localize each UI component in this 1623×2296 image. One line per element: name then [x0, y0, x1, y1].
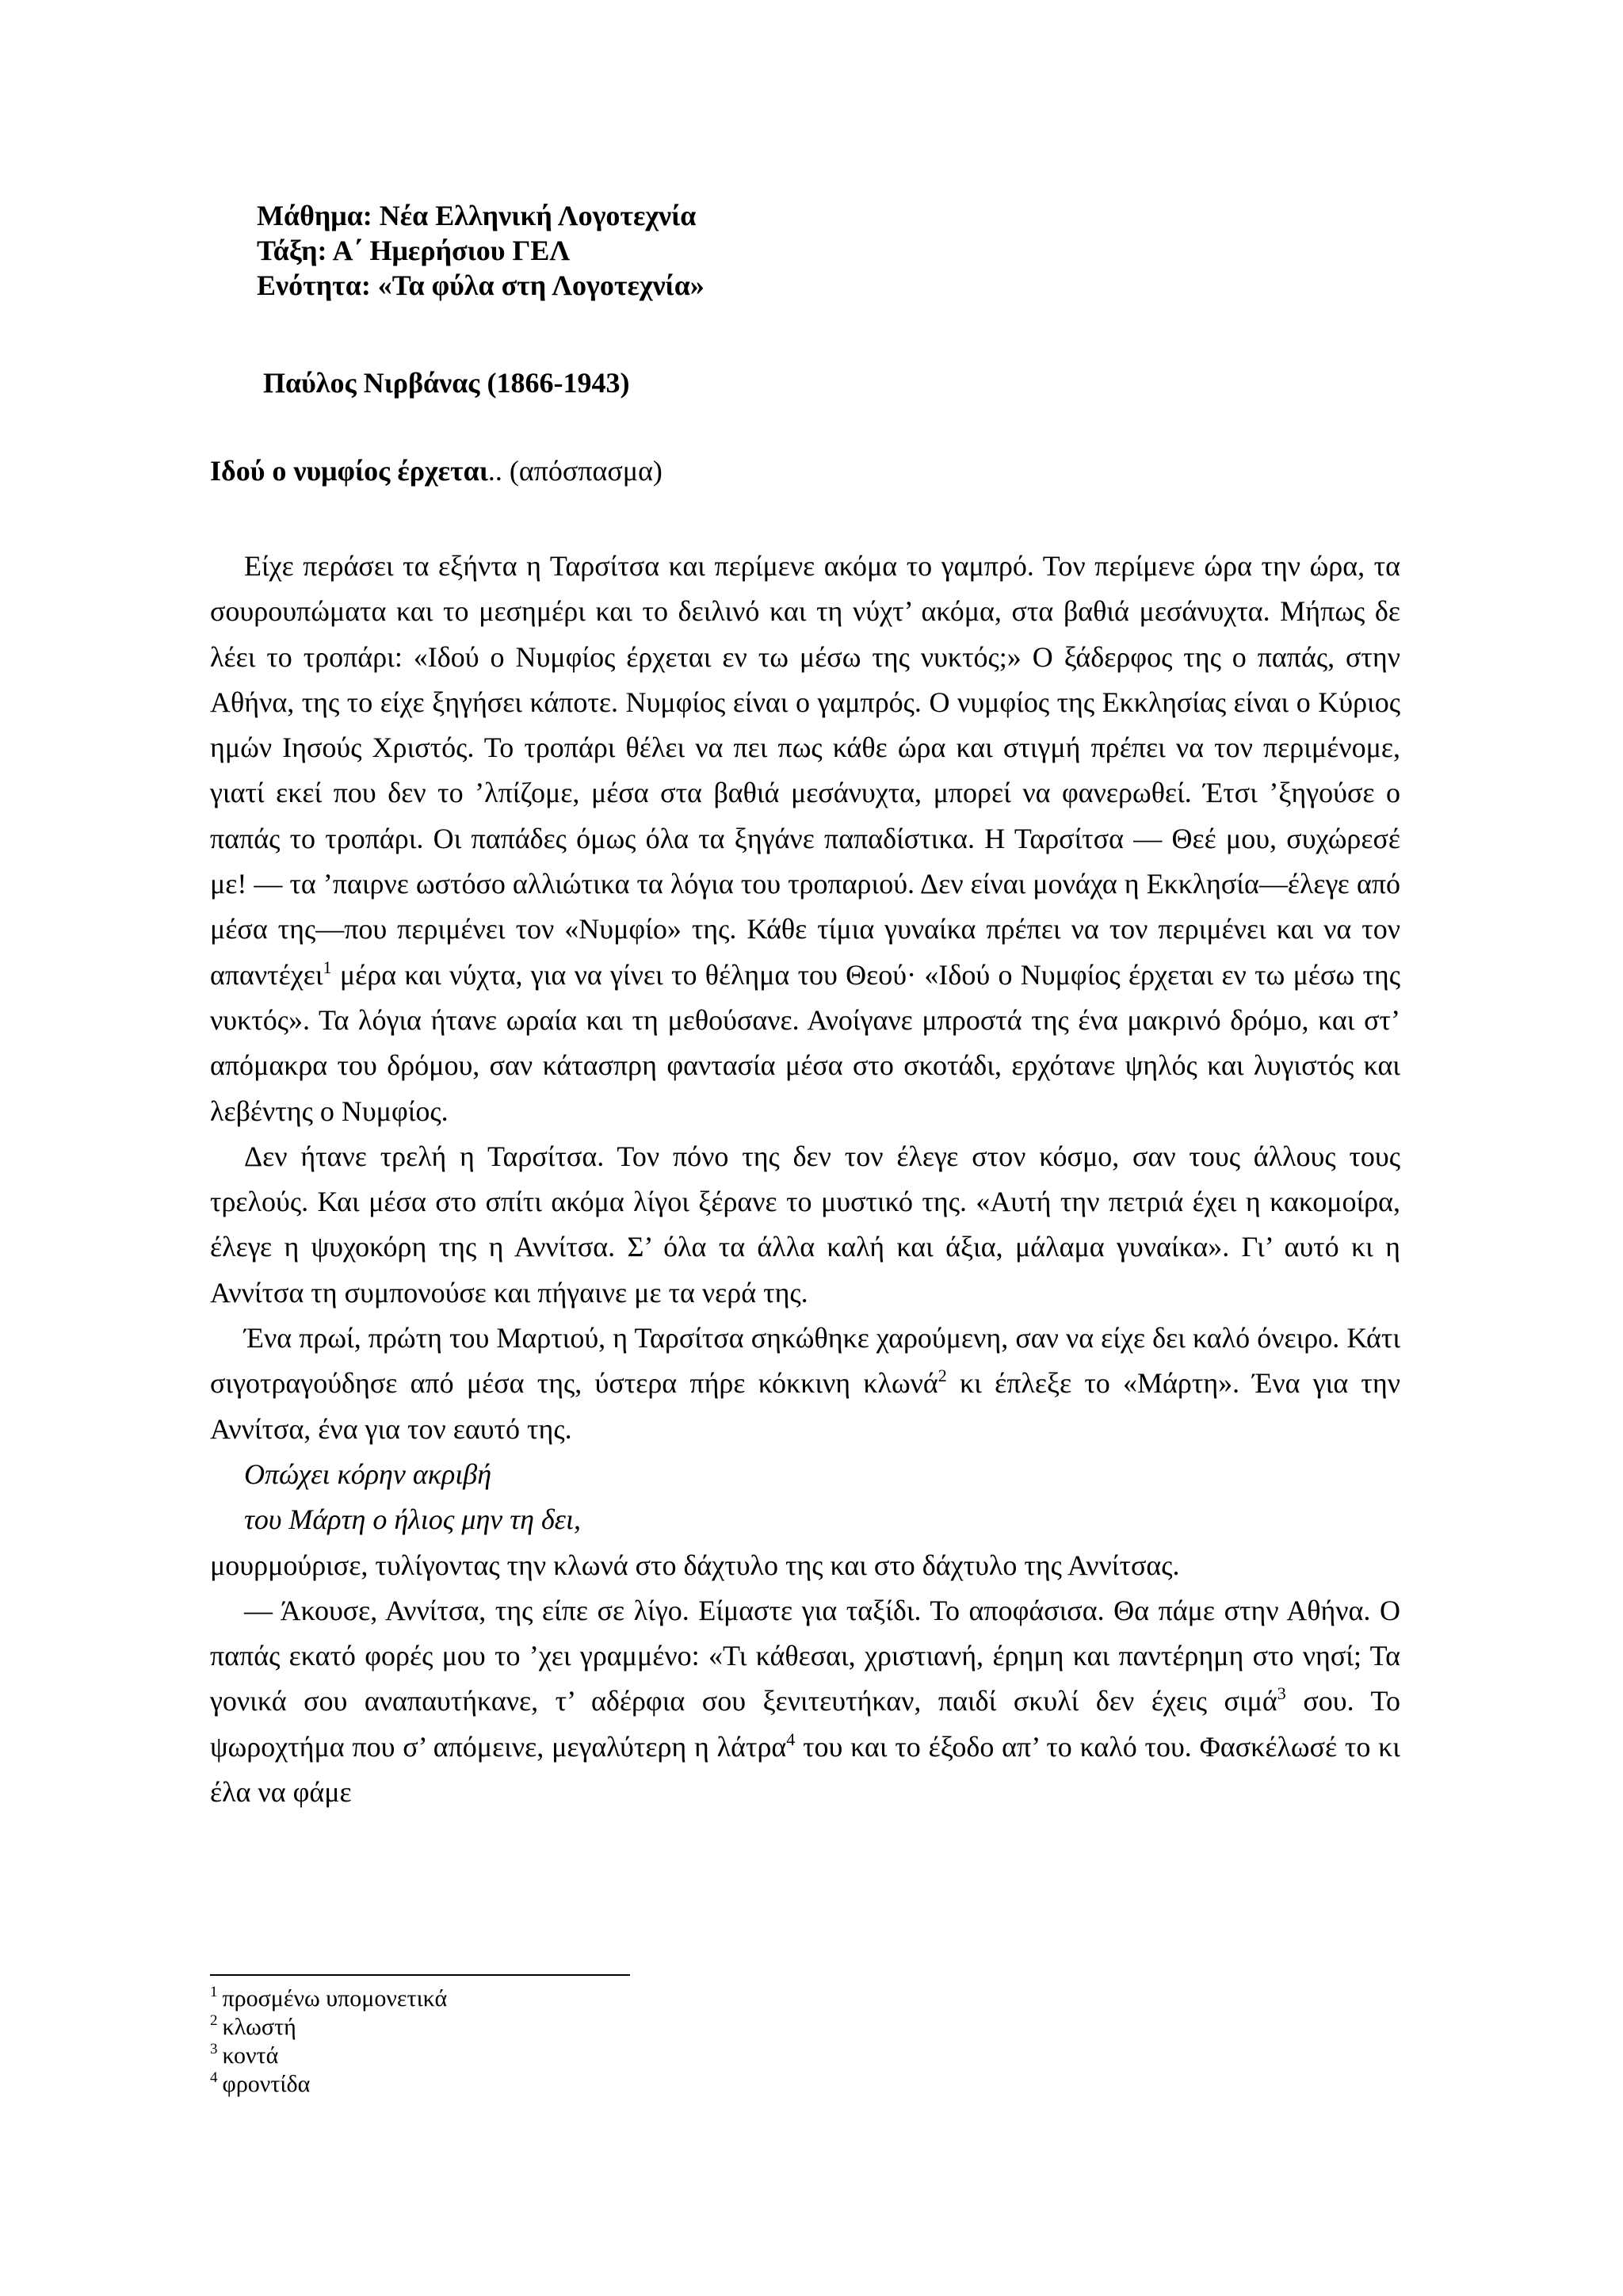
paragraph-5-text-c: του και το έξοδο απ’ το καλό του. Φασκέλωσέ το κι έλα να φάμε	[210, 1730, 1400, 1809]
paragraph-3-text-b: κι έπλεξε το «Μάρτη». Ένα για την Αννίτσα, ένα για τον εαυτό της.	[210, 1367, 1400, 1445]
paragraph-3-text-a: Ένα πρωί, πρώτη του Μαρτιού, η Ταρσίτσα σηκώθηκε χαρούμενη, σαν να είχε δει καλό όνειρο. Κάτι σιγοτραγούδησε από μέσα της, ύστερα πήρε κόκκινη κλωνά	[210, 1322, 1400, 1400]
main-text	[210, 544, 1400, 1815]
paragraph-2: Δεν ήτανε τρελή η Ταρσίτσα. Τον πόνο της δεν τον έλεγε στον κόσμο, σαν τους άλλους τους τρελούς. Και μέσα στο σπίτι ακόμα λίγοι ξέρανε το μυστικό της. «Αυτή την πετριά έχει η κακομοίρα, έλεγε η ψυχοκόρη της η Αννίτσα. Σ’ όλα τα άλλα καλή και άξια, μάλαμα γυναίκα». Γι’ αυτό κι η Αννίτσα τη συμπονούσε και πήγαινε με τα νερά της.	[210, 1140, 1400, 1308]
paragraph-1	[210, 544, 1400, 1134]
footnote-2-text: κλωστή	[222, 2014, 296, 2040]
footnote-2-number: 2	[210, 2012, 218, 2029]
paragraph-5	[210, 1588, 1400, 1815]
footnotes	[210, 1985, 447, 2099]
footnote-1-number: 1	[210, 1984, 218, 2000]
footnote-divider	[210, 1974, 630, 1976]
document-header	[257, 198, 705, 303]
grade-line: Τάξη: Α΄ Ημερήσιου ΓΕΛ	[257, 235, 571, 266]
work-title-line	[210, 454, 663, 487]
unit-line: Ενότητα: «Τα φύλα στη Λογοτεχνία»	[257, 269, 705, 301]
paragraph-3	[210, 1316, 1400, 1452]
author-heading: Παύλος Νιρβάνας (1866-1943)	[263, 367, 630, 399]
footnote-ref-3: 3	[1277, 1683, 1286, 1704]
footnote-1-text: προσμένω υπομονετικά	[222, 1985, 448, 2011]
footnote-4-number: 4	[210, 2069, 218, 2086]
footnote-ref-1: 1	[323, 957, 332, 977]
footnote-3-text: κοντά	[222, 2042, 279, 2069]
footnote-2	[210, 2013, 447, 2042]
footnote-4	[210, 2070, 447, 2099]
footnote-3-number: 3	[210, 2041, 218, 2057]
verse-line-1: Οπώχει κόρην ακριβή	[244, 1457, 492, 1490]
paragraph-4: μουρμούρισε, τυλίγοντας την κλωνά στο δάχτυλο της και στο δάχτυλο της Αννίτσας.	[210, 1549, 1180, 1581]
course-line: Μάθημα: Νέα Ελληνική Λογοτεχνία	[257, 200, 697, 231]
verse-line-2: του Μάρτη ο ήλιος μην τη δει,	[244, 1503, 581, 1536]
footnote-ref-4: 4	[786, 1729, 796, 1749]
paragraph-1-text-a: Είχε περάσει τα εξήντα η Ταρσίτσα και περίμενε ακόμα το γαμπρό. Τον περίμενε ώρα την ώρα, τα σουρουπώματα και το μεσημέρι και το δειλινό και τη νύχτ’ ακόμα, στα βαθιά μεσάνυχτα. Μήπως δε λέει το τροπάρι: «Ιδού ο Νυμφίος έρχεται εν τω μέσω της νυκτός;» Ο ξάδερφος της ο παπάς, στην Αθήνα, της το είχε ξηγήσει κάποτε. Νυμφίος είναι ο γαμπρός. Ο νυμφίος της Εκκλησίας είναι ο Κύριος ημών Ιησούς Χριστός. Το τροπάρι θέλει να πει πως κάθε ώρα και στιγμή πρέπει να τον περιμένομε, γιατί εκεί που δεν το ’λπίζομε, μέσα στα βαθιά μεσάνυχτα, μπορεί να φανερωθεί. Έτσι ’ξηγούσε ο παπάς το τροπάρι. Οι παπάδες όμως όλα τα ξηγάνε παπαδίστικα. Η Ταρσίτσα — Θεέ μου, συχώρεσέ με! — τα ’παιρνε ωστόσο αλλιώτικα τα λόγια του τροπαριού. Δεν είναι μονάχα η Εκκλησία—έλεγε από μέσα της—που περιμένει τον «Νυμφίο» της. Κάθε τίμια γυναίκα πρέπει να τον περιμένει και να τον απαντέχει	[210, 550, 1400, 991]
paragraph-5-text-b: σου. Το ψωροχτήμα που σ’ απόμεινε, μεγαλύτερη η λάτρα	[210, 1685, 1400, 1763]
footnote-1	[210, 1985, 447, 2013]
paragraph-1-text-b: μέρα και νύχτα, για να γίνει το θέλημα του Θεού· «Ιδού ο Νυμφίος έρχεται εν τω μέσω της νυκτός». Τα λόγια ήτανε ωραία και τη μεθούσανε. Ανοίγανε μπροστά της ένα μακρινό δρόμο, και στ’ απόμακρα του δρόμου, σαν κάτασπρη φαντασία μέσα στο σκοτάδι, ερχότανε ψηλός και λυγιστός και λεβέντης ο Νυμφίος.	[210, 958, 1400, 1127]
footnote-4-text: φροντίδα	[222, 2071, 311, 2097]
footnote-3	[210, 2042, 447, 2070]
work-title: Ιδού ο νυμφίος έρχεται	[210, 455, 488, 487]
work-note: .. (απόσπασμα)	[487, 455, 663, 487]
footnote-ref-2: 2	[938, 1366, 947, 1386]
paragraph-5-text-a: — Άκουσε, Αννίτσα, της είπε σε λίγο. Είμαστε για ταξίδι. Το αποφάσισα. Θα πάμε στην Αθήνα. Ο παπάς εκατό φορές μου το ’χει γραμμένο: «Τι κάθεσαι, χριστιανή, έρημη και παντέρημη στο νησί; Τα γονικά σου αναπαυτήκανε, τ’ αδέρφια σου ξενιτευτήκαν, παιδί σκυλί δεν έχεις σιμά	[210, 1594, 1400, 1717]
